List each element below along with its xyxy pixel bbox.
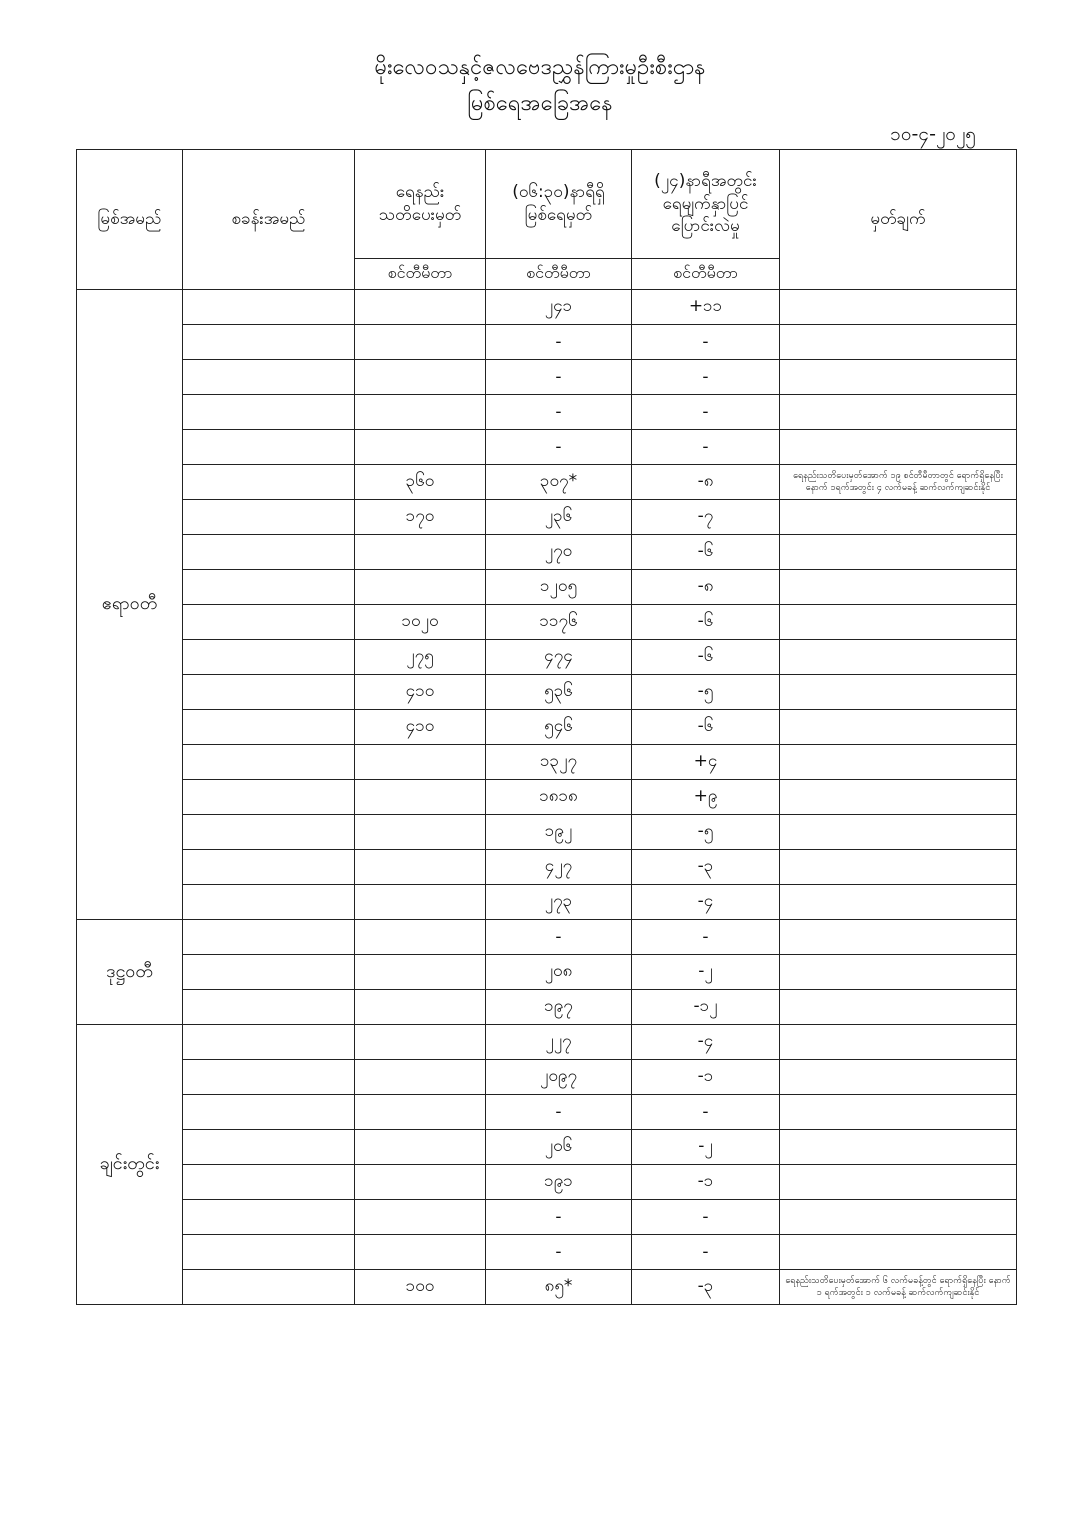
level-change: - [632,395,780,430]
remark-cell: ရေနည်းသတိပေးမှတ်အောက် ၆ လက်မခန့်တွင် ရောက်ရှိနေပြီး နောက် ၁ ရက်အတွင်း ၁ လက်မခန့် ဆက်လက်ကျဆင်းနိုင် [780,1270,1017,1305]
station-name [183,1095,355,1130]
station-name [183,1165,355,1200]
danger-level [355,360,486,395]
level-change: -၅ [632,815,780,850]
remark-cell [780,1095,1017,1130]
table-row [77,1130,1017,1165]
station-name [183,360,355,395]
danger-level [355,395,486,430]
report-date: ၁၀-၄-၂၀၂၅ [890,123,976,145]
table-row [77,675,1017,710]
remark-cell [780,675,1017,710]
water-level: ၁၉၇ [486,990,632,1025]
header-danger-level: ရေနည်း သတိပေးမှတ် [355,150,486,259]
river-name: ချင်းတွင်း [77,1025,183,1305]
table-row [77,1025,1017,1060]
remark-cell [780,1165,1017,1200]
level-change: - [632,1095,780,1130]
station-name [183,395,355,430]
level-change: -၁၂ [632,990,780,1025]
table-row [77,1165,1017,1200]
water-level: - [486,1200,632,1235]
remark-cell [780,325,1017,360]
level-change: -၈ [632,570,780,605]
danger-level [355,1025,486,1060]
danger-level: ၁၀၀ [355,1270,486,1305]
level-change: -၆ [632,640,780,675]
station-name [183,500,355,535]
level-change: - [632,1200,780,1235]
level-change: - [632,430,780,465]
level-change: -၆ [632,605,780,640]
table-row [77,605,1017,640]
table-row [77,885,1017,920]
river-level-table [76,149,1017,1305]
remark-cell [780,605,1017,640]
header-24h-change: (၂၄)နာရီအတွင်း ရေမျက်နှာပြင် ပြောင်းလဲမှု [632,150,780,259]
station-name [183,1130,355,1165]
danger-level [355,430,486,465]
danger-level [355,325,486,360]
remark-cell [780,1060,1017,1095]
remark-cell [780,885,1017,920]
station-name [183,1235,355,1270]
danger-level [355,1165,486,1200]
remark-cell [780,570,1017,605]
water-level: ၁၂၀၅ [486,570,632,605]
table-row [77,570,1017,605]
remark-cell [780,815,1017,850]
station-name [183,570,355,605]
danger-level [355,850,486,885]
danger-level [355,955,486,990]
water-level: ၃၀၇* [486,465,632,500]
station-name [183,325,355,360]
water-level: ၅၃၆ [486,675,632,710]
danger-level [355,570,486,605]
station-name [183,710,355,745]
table-row [77,1235,1017,1270]
water-level: ၅၄၆ [486,710,632,745]
water-level: ၂၇၃ [486,885,632,920]
remark-cell [780,535,1017,570]
danger-level [355,745,486,780]
table-row [77,290,1017,325]
danger-level [355,1095,486,1130]
station-name [183,990,355,1025]
station-name [183,955,355,990]
table-row [77,815,1017,850]
level-change: - [632,920,780,955]
level-change: -၈ [632,465,780,500]
water-level: ၄၂၇ [486,850,632,885]
level-change: -၃ [632,850,780,885]
danger-level [355,1060,486,1095]
level-change: -၃ [632,1270,780,1305]
table-row [77,465,1017,500]
water-level: ၂၃၆ [486,500,632,535]
station-name [183,1270,355,1305]
station-name [183,920,355,955]
level-change: -၂ [632,1130,780,1165]
remark-cell [780,500,1017,535]
remark-cell [780,290,1017,325]
remark-cell [780,955,1017,990]
table-row [77,990,1017,1025]
station-name [183,640,355,675]
level-change: -၆ [632,535,780,570]
level-change: - [632,325,780,360]
table-row [77,1095,1017,1130]
danger-level [355,1130,486,1165]
station-name [183,745,355,780]
remark-cell [780,850,1017,885]
danger-level [355,1235,486,1270]
remark-cell [780,395,1017,430]
remark-cell [780,920,1017,955]
table-row [77,1270,1017,1305]
table-row [77,1060,1017,1095]
water-level: - [486,1095,632,1130]
remark-cell [780,745,1017,780]
danger-level [355,920,486,955]
remark-cell [780,990,1017,1025]
water-level: ၁၉၁ [486,1165,632,1200]
danger-level: ၄၁၀ [355,710,486,745]
unit-danger: စင်တီမီတာ [355,259,486,290]
water-level: ၂၄၁ [486,290,632,325]
unit-level: စင်တီမီတာ [486,259,632,290]
remark-cell [780,1200,1017,1235]
table-row [77,920,1017,955]
station-name [183,430,355,465]
table-row [77,360,1017,395]
water-level: - [486,430,632,465]
table-row [77,640,1017,675]
station-name [183,885,355,920]
station-name [183,815,355,850]
station-name [183,1200,355,1235]
level-change: -၅ [632,675,780,710]
water-level: - [486,325,632,360]
station-name [183,465,355,500]
table-row [77,500,1017,535]
header-water-level: (၀၆:၃၀)နာရီရှိ မြစ်ရေမှတ် [486,150,632,259]
remark-cell [780,640,1017,675]
danger-level: ၁၇၀ [355,500,486,535]
level-change: -၄ [632,885,780,920]
remark-cell [780,1235,1017,1270]
level-change: +၁၁ [632,290,780,325]
water-level: ၁၉၂ [486,815,632,850]
danger-level [355,1200,486,1235]
station-name [183,1025,355,1060]
water-level: - [486,395,632,430]
station-name [183,675,355,710]
danger-level: ၄၁၀ [355,675,486,710]
remark-cell [780,710,1017,745]
station-name [183,290,355,325]
level-change: -၁ [632,1165,780,1200]
danger-level [355,885,486,920]
water-level: ၂၇၀ [486,535,632,570]
water-level: ၁၁၇၆ [486,605,632,640]
header-river: မြစ်အမည် [77,150,183,290]
danger-level [355,535,486,570]
danger-level: ၁၀၂၀ [355,605,486,640]
station-name [183,605,355,640]
river-name: ဧရာဝတီ [77,290,183,920]
water-level: - [486,920,632,955]
level-change: +၉ [632,780,780,815]
remark-cell: ရေနည်းသတိပေးမှတ်အောက် ၁၉ စင်တီမီတာတွင် ရောက်ရှိနေပြီး နောက် ၁ရက်အတွင်း ၄ လက်မခန့် ဆက်လက်ကျဆင်းနိုင် [780,465,1017,500]
remark-cell [780,1130,1017,1165]
level-change: -၂ [632,955,780,990]
page-subtitle: မြစ်ရေအခြေအနေ [467,91,613,116]
header-remarks: မှတ်ချက် [780,150,1017,290]
station-name [183,780,355,815]
table-row [77,395,1017,430]
water-level: - [486,360,632,395]
danger-level: ၃၆၀ [355,465,486,500]
level-change: - [632,1235,780,1270]
station-name [183,850,355,885]
danger-level [355,290,486,325]
water-level: ၄၇၄ [486,640,632,675]
water-level: ၂၀၆ [486,1130,632,1165]
level-change: -၁ [632,1060,780,1095]
water-level: ၂၀၉၇ [486,1060,632,1095]
level-change: -၇ [632,500,780,535]
level-change: -၆ [632,710,780,745]
water-level: ၁၃၂၇ [486,745,632,780]
table-row [77,780,1017,815]
remark-cell [780,430,1017,465]
level-change: - [632,360,780,395]
danger-level [355,990,486,1025]
water-level: - [486,1235,632,1270]
table-row [77,745,1017,780]
water-level: ၂၀၈ [486,955,632,990]
danger-level: ၂၇၅ [355,640,486,675]
water-level: ၁၈၁၈ [486,780,632,815]
station-name [183,1060,355,1095]
unit-change: စင်တီမီတာ [632,259,780,290]
page-title: မိုးလေဝသနှင့်ဇလဗေဒညွှန်ကြားမှုဦးစီးဌာန [374,55,706,80]
table-row [77,955,1017,990]
danger-level [355,780,486,815]
header-station: စခန်းအမည် [183,150,355,290]
remark-cell [780,780,1017,815]
table-row [77,325,1017,360]
remark-cell [780,360,1017,395]
danger-level [355,815,486,850]
level-change: +၄ [632,745,780,780]
table-row [77,1200,1017,1235]
level-change: -၄ [632,1025,780,1060]
station-name [183,535,355,570]
water-level: ၈၅* [486,1270,632,1305]
remark-cell [780,1025,1017,1060]
table-row [77,535,1017,570]
table-row [77,850,1017,885]
table-row [77,430,1017,465]
table-row [77,710,1017,745]
river-name: ဒုဋ္ဌဝတီ [77,920,183,1025]
water-level: ၂၂၇ [486,1025,632,1060]
